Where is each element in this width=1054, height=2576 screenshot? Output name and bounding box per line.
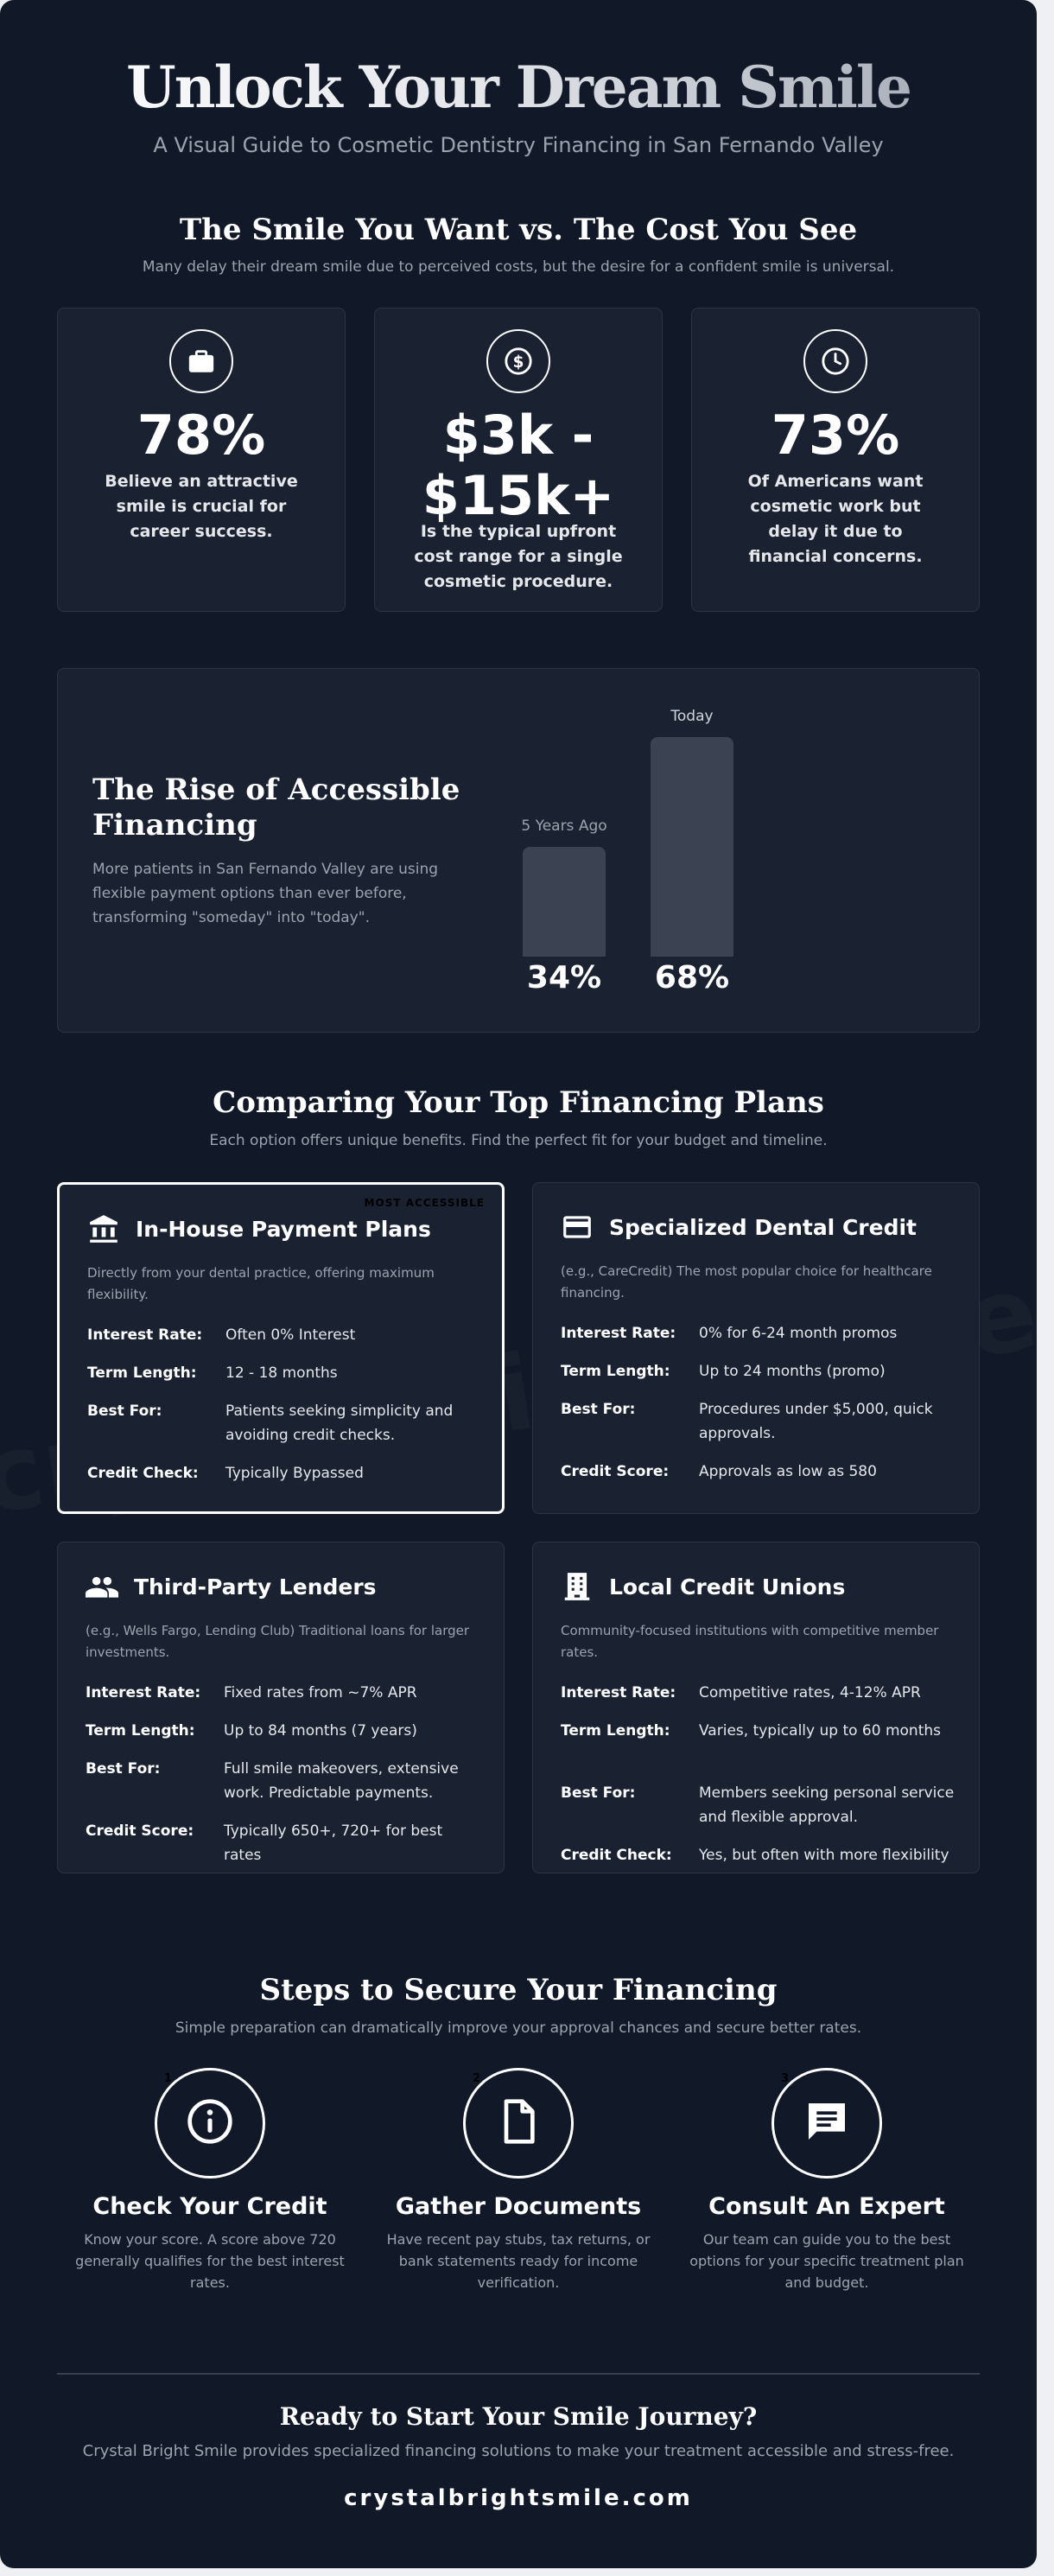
row-value: Up to 84 months (7 years): [224, 1722, 417, 1740]
bar-1: [523, 847, 606, 957]
bank-icon: [87, 1212, 120, 1245]
plan-name: In-House Payment Plans: [136, 1216, 431, 1242]
plan-row-term: [561, 1719, 958, 1743]
bar-category-label: Today: [670, 708, 714, 725]
steps-section-subtitle: Simple preparation can dramatically improve your approval chances and secure better rates.: [175, 2019, 862, 2037]
row-value: Fixed rates from ~7% APR: [224, 1684, 417, 1701]
plan-description: (e.g., Wells Fargo, Lending Club) Traditional loans for larger investments.: [86, 1623, 470, 1660]
stat-card-delay: [691, 308, 980, 612]
row-label: Best For:: [86, 1760, 161, 1778]
steps-section-title: Steps to Secure Your Financing: [259, 1973, 778, 2007]
credit-card-icon: [561, 1211, 594, 1243]
step-text: Our team can guide you to the best options for your specific treatment plan and budget.: [689, 2231, 964, 2291]
plan-row-credit: [561, 1460, 958, 1484]
stat-value: $3k - $15k+: [422, 404, 615, 527]
plan-row-best-for: [86, 1757, 483, 1805]
clock-icon: [803, 329, 867, 393]
row-label: Credit Score:: [561, 1463, 670, 1480]
cost-section-title: The Smile You Want vs. The Cost You See: [179, 213, 858, 247]
stat-card-cost: [374, 308, 663, 612]
row-label: Best For:: [561, 1784, 636, 1802]
most-accessible-badge: MOST ACCESSIBLE: [364, 1197, 485, 1209]
plan-row-interest: [86, 1681, 483, 1705]
row-label: Best For:: [561, 1401, 636, 1418]
rise-card: [57, 668, 980, 1033]
row-label: Term Length:: [561, 1363, 670, 1380]
row-value: Yes, but often with more flexibility: [699, 1847, 949, 1864]
row-value: Typically 650+, 720+ for best rates: [224, 1822, 443, 1864]
plan-card-credit-unions[interactable]: [532, 1542, 980, 1873]
plan-row-credit: [87, 1461, 485, 1485]
people-icon: [86, 1570, 118, 1603]
plan-header: [86, 1570, 377, 1603]
bar-2: [651, 737, 733, 957]
footer-divider: [57, 2373, 980, 2375]
row-label: Credit Score:: [86, 1822, 194, 1840]
plan-header: [561, 1211, 917, 1243]
stat-description: Believe an attractive smile is crucial for career success.: [105, 472, 298, 541]
plan-header: [561, 1570, 845, 1603]
plan-description: Directly from your dental practice, offering maximum flexibility.: [87, 1265, 435, 1302]
cost-section-subtitle: Many delay their dream smile due to perceived costs, but the desire for a confident smile is universal.: [142, 258, 895, 276]
plan-row-credit: [561, 1843, 958, 1867]
website-link[interactable]: crystalbrightsmile.com: [344, 2485, 693, 2511]
plan-row-best-for: [87, 1399, 485, 1447]
row-label: Term Length:: [86, 1722, 195, 1740]
row-label: Interest Rate:: [86, 1684, 201, 1701]
dollar-circle-icon: [486, 329, 550, 393]
svg-text:$: $: [512, 353, 524, 372]
step-circle: [771, 2068, 882, 2178]
row-label: Term Length:: [87, 1364, 197, 1382]
plan-row-interest: [561, 1681, 958, 1705]
plan-name: Specialized Dental Credit: [609, 1214, 917, 1240]
row-value: 0% for 6-24 month promos: [699, 1325, 898, 1342]
step-title: Consult An Expert: [708, 2193, 945, 2220]
plan-header: [87, 1212, 431, 1245]
page-subtitle: A Visual Guide to Cosmetic Dentistry Financing in San Fernando Valley: [153, 133, 884, 157]
step-number: 2: [473, 2072, 481, 2085]
info-icon: [186, 2097, 234, 2149]
plan-row-credit: [86, 1819, 483, 1867]
row-label: Best For:: [87, 1402, 162, 1420]
step-text: Know your score. A score above 720 generally qualifies for the best interest rates.: [75, 2231, 345, 2291]
document-icon: [494, 2097, 543, 2149]
row-label: Term Length:: [561, 1722, 670, 1740]
step-text: Have recent pay stubs, tax returns, or bank statements ready for income verification.: [386, 2231, 651, 2291]
plans-section-title: Comparing Your Top Financing Plans: [213, 1085, 824, 1120]
plan-row-best-for: [561, 1397, 958, 1446]
building-icon: [561, 1570, 594, 1603]
row-value: Competitive rates, 4-12% APR: [699, 1684, 921, 1701]
row-label: Interest Rate:: [561, 1325, 676, 1342]
plan-description: Community-focused institutions with competitive member rates.: [561, 1623, 939, 1660]
plan-row-best-for: [561, 1781, 958, 1829]
stat-description: Of Americans want cosmetic work but delay it due to financial concerns.: [747, 472, 924, 566]
plan-description: (e.g., CareCredit) The most popular choice for healthcare financing.: [561, 1263, 932, 1301]
plan-row-term: [86, 1719, 483, 1743]
cta-title: Ready to Start Your Smile Journey?: [279, 2402, 758, 2431]
row-value: Up to 24 months (promo): [699, 1363, 886, 1380]
row-value: Varies, typically up to 60 months: [699, 1722, 941, 1740]
plans-section-subtitle: Each option offers unique benefits. Find the perfect fit for your budget and timeline.: [209, 1132, 828, 1149]
step-title: Check Your Credit: [92, 2193, 327, 2220]
plan-card-in-house[interactable]: [57, 1182, 505, 1514]
plan-name: Third-Party Lenders: [134, 1574, 377, 1600]
rise-title: The Rise of Accessible Financing: [92, 773, 460, 843]
cta-text: Crystal Bright Smile provides specialized financing solutions to make your treatment accessible and stress-free.: [82, 2442, 955, 2460]
bar-value-label: 34%: [526, 960, 602, 995]
step-number: 3: [781, 2072, 790, 2085]
step-title: Gather Documents: [395, 2193, 642, 2220]
row-value: Approvals as low as 580: [699, 1463, 877, 1480]
row-label: Interest Rate:: [561, 1684, 676, 1701]
row-value: Often 0% Interest: [225, 1326, 356, 1344]
row-value: Members seeking personal service and flexible approval.: [699, 1784, 955, 1826]
row-value: Typically Bypassed: [225, 1465, 364, 1482]
row-label: Interest Rate:: [87, 1326, 203, 1344]
chat-icon: [803, 2097, 851, 2149]
row-value: Full smile makeovers, extensive work. Predictable payments.: [224, 1760, 459, 1802]
plan-card-dental-credit[interactable]: [532, 1182, 980, 1514]
row-value: 12 - 18 months: [225, 1364, 338, 1382]
plan-row-interest: [87, 1323, 485, 1347]
page-title: Unlock Your Dream Smile: [0, 54, 1037, 121]
row-value: Procedures under $5,000, quick approvals.: [699, 1401, 933, 1442]
step-circle: [463, 2068, 574, 2178]
plan-row-term: [87, 1361, 485, 1385]
plan-name: Local Credit Unions: [609, 1574, 846, 1600]
step-number: 1: [164, 2072, 173, 2085]
row-value: Patients seeking simplicity and avoiding credit checks.: [225, 1402, 454, 1444]
row-label: Credit Check:: [561, 1847, 672, 1864]
rise-text: More patients in San Fernando Valley are using flexible payment options than ever before, transforming "someday" into "today".: [92, 861, 439, 926]
plan-row-term: [561, 1359, 958, 1383]
bar-category-label: 5 Years Ago: [521, 817, 607, 835]
plan-row-interest: [561, 1321, 958, 1345]
step-circle: [155, 2068, 265, 2178]
stat-value: 73%: [771, 404, 900, 467]
bar-value-label: 68%: [654, 960, 730, 995]
stat-card-career: [57, 308, 346, 612]
stat-description: Is the typical upfront cost range for a single cosmetic procedure.: [414, 522, 623, 591]
plan-card-third-party[interactable]: [57, 1542, 505, 1873]
stat-value: 78%: [137, 404, 266, 467]
briefcase-icon: [169, 329, 233, 393]
row-label: Credit Check:: [87, 1465, 199, 1482]
